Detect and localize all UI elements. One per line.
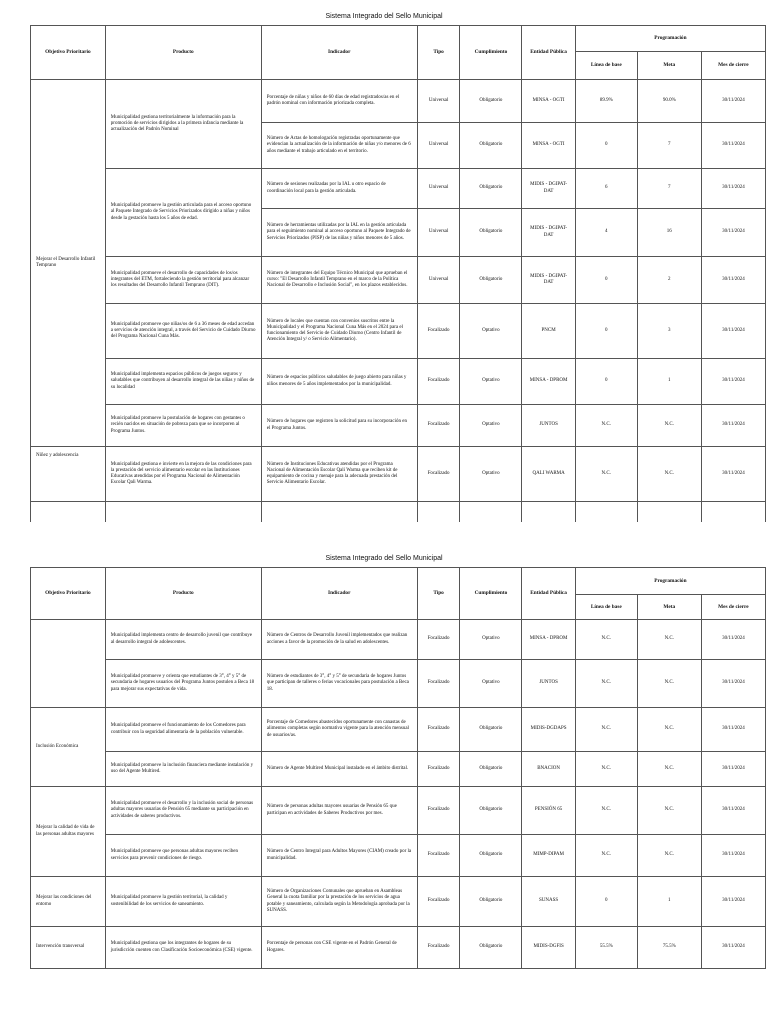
entidad-cell: MIDIS - DGIPAT-DAT [522, 209, 575, 257]
meta-cell: N.C. [637, 405, 701, 447]
cumplimiento-cell: Optativo [460, 405, 522, 447]
tipo-cell: Universal [417, 80, 460, 123]
producto-cell: Municipalidad promueve la gestión articulada para el acceso oportuno al Paquete Integrado de Servicios Priorizados dirigido a niñas y niños desde la gestación hasta los 5 años de edad. [105, 169, 261, 257]
tipo-cell: Focalizado [417, 877, 460, 927]
table-row [31, 405, 766, 447]
table-row [31, 660, 766, 708]
meta-cell: 7 [637, 169, 701, 209]
mes-cierre-cell: 30/11/2024 [701, 123, 765, 169]
table-row [31, 877, 766, 927]
indicador-cell: Número de herramientas utilizadas por la IAL en la gestión articulada para el seguimiento nominal al acceso oportuno al Paquete Integrado de Servicios Priorizados (PISP) de las niñas y niños menores de 5 años. [261, 209, 417, 257]
entidad-cell: MINSA - OGTI [522, 123, 575, 169]
linea-base-cell: N.C. [575, 660, 637, 708]
table-row [31, 80, 766, 123]
indicador-cell: Número de Centros de Desarrollo Juvenil implementados que realizan acciones a favor de la promoción de la salud en adolescentes. [261, 620, 417, 660]
header-indicador: Indicador [261, 568, 417, 620]
tipo-cell: Universal [417, 257, 460, 304]
tipo-cell: Focalizado [417, 708, 460, 752]
tipo-cell: Focalizado [417, 304, 460, 359]
indicador-cell: Porcentaje de personas con CSE vigente en el Padrón General de Hogares. [261, 927, 417, 969]
meta-cell: 75.5% [637, 927, 701, 969]
meta-cell: 2 [637, 257, 701, 304]
entidad-cell: JUNTOS [522, 405, 575, 447]
linea-base-cell: 0 [575, 877, 637, 927]
cumplimiento-cell: Obligatorio [460, 787, 522, 835]
indicador-cell: Número de personas adultas mayores usuarias de Pensión 65 que participan en actividades de Saberes Productivos por mes. [261, 787, 417, 835]
indicador-cell: Número de Organizaciones Comunales que aprueban en Asambleas General la cuota familiar por la prestación de los servicios de agua potable y saneamiento, calculada según la Metodología aprobada por la SUNASS. [261, 877, 417, 927]
linea-base-cell: N.C. [575, 620, 637, 660]
linea-base-cell: 55.5% [575, 927, 637, 969]
linea-base-cell: N.C. [575, 447, 637, 502]
linea-base-cell: N.C. [575, 405, 637, 447]
tipo-cell: Focalizado [417, 447, 460, 502]
producto-cell: Municipalidad promueve el desarrollo de capacidades de los/os integrantes del ETM, fortaleciendo la gestión territorial para alcanzar los resultados del Desarrollo Infantil Temprano (DIT). [105, 257, 261, 304]
indicador-cell: Número de integrantes del Equipo Técnico Municipal que aprueban el curso: "El Desarrollo Infantil Temprano en el marco de la Política Nacional de Desarrollo e Inclusión Social", en los plazos establecidos. [261, 257, 417, 304]
entidad-cell: MIDIS - DGIPAT-DAT [522, 169, 575, 209]
cumplimiento-cell: Optativo [460, 447, 522, 502]
entidad-cell: SUNASS [522, 877, 575, 927]
header-linea-base: Línea de base [575, 52, 637, 80]
meta-cell: 90.0% [637, 80, 701, 123]
indicador-cell: Número de Agente Multired Municipal instalado en el ámbito distrital. [261, 752, 417, 787]
indicador-cell: Porcentaje de Comedores abastecidos oportunamente con canastas de alimentos completas según normativa vigente para la atención mensual de usuarios/as. [261, 708, 417, 752]
linea-base-cell: 89.9% [575, 80, 637, 123]
table-row [31, 752, 766, 787]
tipo-cell: Universal [417, 123, 460, 169]
linea-base-cell: 0 [575, 304, 637, 359]
indicador-cell: Número de estudiantes de 3°, 4° y 5° de secundaria de hogares Juntos que participan de talleres o ferias vocacionales para postulación a Beca 18. [261, 660, 417, 708]
linea-base-cell: N.C. [575, 752, 637, 787]
table-row [31, 169, 766, 209]
mes-cierre-cell: 30/11/2024 [701, 708, 765, 752]
entidad-cell: MIDIS-DGFIS [522, 927, 575, 969]
header-producto: Producto [105, 26, 261, 80]
objetivo-cell: Inclusión Económica [31, 708, 106, 787]
mes-cierre-cell: 30/11/2024 [701, 359, 765, 405]
mes-cierre-cell: 30/11/2024 [701, 304, 765, 359]
mes-cierre-cell: 30/11/2024 [701, 80, 765, 123]
table-row-empty [31, 502, 766, 522]
entidad-cell: BNACION [522, 752, 575, 787]
cumplimiento-cell: Optativo [460, 359, 522, 405]
indicador-cell: Número de Actas de homologación registradas oportunamente que evidencian la actualización de la información de niñas y/o menores de 6 años mediante el trabajo articulado en el territorio. [261, 123, 417, 169]
table-row [31, 927, 766, 969]
cumplimiento-cell: Obligatorio [460, 80, 522, 123]
entidad-cell: PNCM [522, 304, 575, 359]
producto-cell: Municipalidad promueve que niñas/os de 6 a 36 meses de edad accedan a servicios de atención integral, a través del Servicio de Cuidado Diurno del Programa Nacional Cuna Más. [105, 304, 261, 359]
mes-cierre-cell: 30/11/2024 [701, 257, 765, 304]
header-tipo: Tipo [417, 26, 460, 80]
tipo-cell: Focalizado [417, 405, 460, 447]
cumplimiento-cell: Optativo [460, 304, 522, 359]
header-objetivo: Objetivo Prioritario [31, 568, 106, 620]
mes-cierre-cell: 30/11/2024 [701, 169, 765, 209]
indicador-cell: Número de espacios públicos saludables de juego abierto para niñas y niños menores de 5 años implementados por la municipalidad. [261, 359, 417, 405]
header-meta: Meta [637, 52, 701, 80]
tipo-cell: Focalizado [417, 787, 460, 835]
linea-base-cell: 0 [575, 123, 637, 169]
tipo-cell: Focalizado [417, 660, 460, 708]
producto-cell: Municipalidad promueve y orienta que estudiantes de 3°, 4° y 5° de secundaria de hogares usuarios del Programa Juntos postulen a Beca 18 para mejorar sus expectativas de vida. [105, 660, 261, 708]
cumplimiento-cell: Obligatorio [460, 123, 522, 169]
table-row [31, 447, 766, 502]
linea-base-cell: 6 [575, 169, 637, 209]
producto-cell: Municipalidad promueve el desarrollo y la inclusión social de personas adultas mayores usuarias de Pensión 65 mediante su participación en actividades de saberes productivos. [105, 787, 261, 835]
cumplimiento-cell: Optativo [460, 620, 522, 660]
cumplimiento-cell: Optativo [460, 660, 522, 708]
table-row [31, 835, 766, 877]
meta-cell: N.C. [637, 752, 701, 787]
mes-cierre-cell: 30/11/2024 [701, 877, 765, 927]
tipo-cell: Focalizado [417, 927, 460, 969]
meta-cell: N.C. [637, 708, 701, 752]
producto-cell: Municipalidad promueve la gestión territorial, la calidad y sostenibilidad de los servicios de saneamiento. [105, 877, 261, 927]
objetivo-cell [31, 620, 106, 708]
entidad-cell: QALI WARMA [522, 447, 575, 502]
objetivo-cell: Niñez y adolescencia [31, 447, 106, 502]
linea-base-cell: N.C. [575, 708, 637, 752]
meta-cell: 7 [637, 123, 701, 169]
cumplimiento-cell: Obligatorio [460, 257, 522, 304]
header-meta: Meta [637, 595, 701, 620]
linea-base-cell: 0 [575, 257, 637, 304]
entidad-cell: MIDIS-DGDAPS [522, 708, 575, 752]
producto-cell: Municipalidad gestiona territorialmente la información para la promoción de servicios dirigidos a la primera infancia mediante la actualización del Padrón Nominal [105, 80, 261, 169]
indicador-cell: Número de Instituciones Educativas atendidas por el Programa Nacional de Alimentación Escolar Qali Warma que reciben kit de equipamiento de cocina y menaje para la adecuada prestación del Servicio Alimentario Escolar. [261, 447, 417, 502]
mes-cierre-cell: 30/11/2024 [701, 620, 765, 660]
indicators-table [30, 567, 766, 969]
meta-cell: 3 [637, 304, 701, 359]
producto-cell: Municipalidad promueve que personas adultas mayores reciben servicios para prevenir condiciones de riesgo. [105, 835, 261, 877]
mes-cierre-cell: 30/11/2024 [701, 752, 765, 787]
tipo-cell: Universal [417, 209, 460, 257]
producto-cell: Municipalidad promueve la postulación de hogares con gestantes o recién nacidos en situación de pobreza para que se incorporen al Programa Juntos. [105, 405, 261, 447]
cumplimiento-cell: Obligatorio [460, 209, 522, 257]
table-row [31, 787, 766, 835]
header-cumplimiento: Cumplimiento [460, 26, 522, 80]
indicador-cell: Porcentaje de niñas y niños de 60 días de edad registrados/as en el padrón nominal con información priorizada completa. [261, 80, 417, 123]
entidad-cell: MINSA - OGTI [522, 80, 575, 123]
mes-cierre-cell: 30/11/2024 [701, 835, 765, 877]
entidad-cell: MINSA - DPROM [522, 620, 575, 660]
producto-cell: Municipalidad gestiona e invierte en la mejora de las condiciones para la prestación del servicio alimentario escolar en las Instituciones Educativas atendidas por el Programa Nacional de Alimentación Escolar Qali Warma. [105, 447, 261, 502]
page-title: Sistema Integrado del Sello Municipal [325, 555, 443, 562]
producto-cell: Municipalidad promueve la inclusión financiera mediante instalación y uso del Agente Multired. [105, 752, 261, 787]
header-mes-cierre: Mes de cierre [701, 52, 765, 80]
table-row [31, 620, 766, 660]
mes-cierre-cell: 30/11/2024 [701, 405, 765, 447]
cumplimiento-cell: Obligatorio [460, 752, 522, 787]
page-title: Sistema Integrado del Sello Municipal [325, 13, 443, 20]
entidad-cell: MIDIS - DGIPAT-DAT [522, 257, 575, 304]
page-2 [0, 550, 768, 1024]
objetivo-cell: Mejorar el Desarrollo Infantil Temprano [31, 80, 106, 447]
indicador-cell: Número de sesiones realizadas por la IAL u otro espacio de coordinación local para la gestión articulada. [261, 169, 417, 209]
cumplimiento-cell: Obligatorio [460, 877, 522, 927]
producto-cell: Municipalidad implementa centro de desarrollo juvenil que contribuye al desarrollo integral de adolescentes. [105, 620, 261, 660]
linea-base-cell: N.C. [575, 835, 637, 877]
indicador-cell: Número de Centro Integral para Adultos Mayores (CIAM) creado por la municipalidad. [261, 835, 417, 877]
tipo-cell: Universal [417, 169, 460, 209]
header-programacion: Programación [575, 26, 765, 52]
cumplimiento-cell: Obligatorio [460, 835, 522, 877]
entidad-cell: PENSIÓN 65 [522, 787, 575, 835]
indicador-cell: Número de locales que cuentan con convenios suscritos entre la Municipalidad y el Programa Nacional Cuna Más en el 2024 para el funcionamiento del Servicio de Cuidado Diurno (Centro Infantil de Atención Integral y/ o Servicio Alimentario). [261, 304, 417, 359]
tipo-cell: Focalizado [417, 620, 460, 660]
mes-cierre-cell: 30/11/2024 [701, 787, 765, 835]
linea-base-cell: 4 [575, 209, 637, 257]
mes-cierre-cell: 30/11/2024 [701, 927, 765, 969]
meta-cell: N.C. [637, 620, 701, 660]
mes-cierre-cell: 30/11/2024 [701, 209, 765, 257]
indicators-table [30, 25, 766, 522]
meta-cell: 16 [637, 209, 701, 257]
meta-cell: 1 [637, 877, 701, 927]
header-producto: Producto [105, 568, 261, 620]
header-indicador: Indicador [261, 26, 417, 80]
objetivo-cell: Intervención transversal [31, 927, 106, 969]
meta-cell: 1 [637, 359, 701, 405]
entidad-cell: MIMP-DIPAM [522, 835, 575, 877]
producto-cell: Municipalidad gestiona que los integrantes de hogares de su jurisdicción cuenten con Clasificación Socioeconómica (CSE) vigente. [105, 927, 261, 969]
table-row [31, 359, 766, 405]
cumplimiento-cell: Obligatorio [460, 927, 522, 969]
cumplimiento-cell: Obligatorio [460, 708, 522, 752]
mes-cierre-cell: 30/11/2024 [701, 447, 765, 502]
table-row [31, 257, 766, 304]
mes-cierre-cell: 30/11/2024 [701, 660, 765, 708]
meta-cell: N.C. [637, 787, 701, 835]
linea-base-cell: 0 [575, 359, 637, 405]
header-cumplimiento: Cumplimiento [460, 568, 522, 620]
producto-cell: Municipalidad implementa espacios públicos de juegos seguros y saludables que contribuyen al desarrollo integral de las niñas y niños de su localidad [105, 359, 261, 405]
header-entidad: Entidad Pública [522, 568, 575, 620]
entidad-cell: MINSA - DPROM [522, 359, 575, 405]
indicador-cell: Número de hogares que registren la solicitud para su incorporación en el Programa Juntos. [261, 405, 417, 447]
objetivo-cell: Mejorar la calidad de vida de las personas adultas mayores [31, 787, 106, 877]
producto-cell: Municipalidad promueve el funcionamiento de los Comedores para contribuir con la seguridad alimentaria de la población vulnerable. [105, 708, 261, 752]
entidad-cell: JUNTOS [522, 660, 575, 708]
header-programacion: Programación [575, 568, 765, 595]
tipo-cell: Focalizado [417, 359, 460, 405]
meta-cell: N.C. [637, 660, 701, 708]
meta-cell: N.C. [637, 447, 701, 502]
tipo-cell: Focalizado [417, 835, 460, 877]
header-tipo: Tipo [417, 568, 460, 620]
tipo-cell: Focalizado [417, 752, 460, 787]
table-row [31, 708, 766, 752]
linea-base-cell: N.C. [575, 787, 637, 835]
header-linea-base: Línea de base [575, 595, 637, 620]
header-objetivo: Objetivo Prioritario [31, 26, 106, 80]
meta-cell: N.C. [637, 835, 701, 877]
objetivo-cell: Mejorar las condiciones del entorno [31, 877, 106, 927]
table-row [31, 304, 766, 359]
cumplimiento-cell: Obligatorio [460, 169, 522, 209]
header-mes-cierre: Mes de cierre [701, 595, 765, 620]
header-entidad: Entidad Pública [522, 26, 575, 80]
